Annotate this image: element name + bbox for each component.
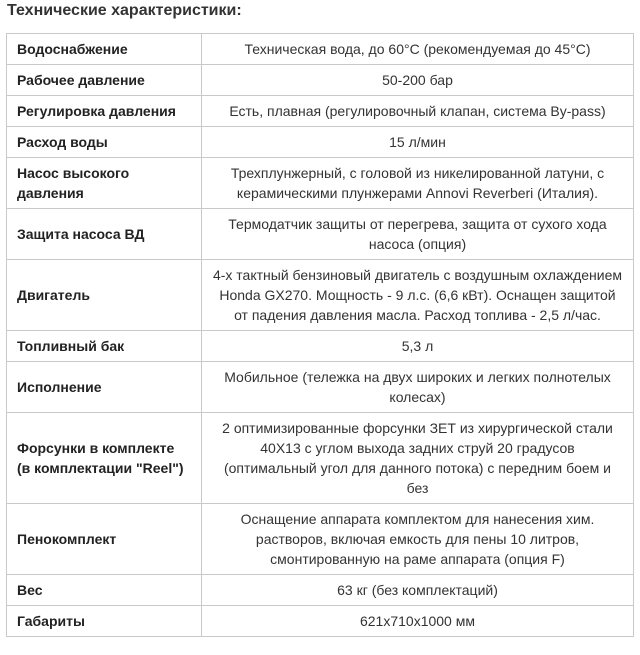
spec-value: Термодатчик защиты от перегрева, защита от сухого хода насоса (опция) (202, 209, 634, 260)
spec-value: Есть, плавная (регулировочный клапан, система By-pass) (202, 96, 634, 127)
spec-value: 5,3 л (202, 331, 634, 362)
spec-value: 4-х тактный бензиновый двигатель с воздушным охлаждением Honda GX270. Мощность - 9 л.с. (6,6 кВт). Оснащен защитой от падения давления масла. Расход топлива - 2,5 л/час. (202, 260, 634, 331)
table-row (7, 606, 634, 637)
spec-label: Форсунки в комплекте (в комплектации "Reel") (7, 413, 202, 504)
spec-label: Топливный бак (7, 331, 202, 362)
table-row (7, 65, 634, 96)
table-row (7, 260, 634, 331)
spec-label: Вес (7, 575, 202, 606)
table-row (7, 362, 634, 413)
spec-value: Мобильное (тележка на двух широких и легких полнотелых колесах) (202, 362, 634, 413)
table-row (7, 575, 634, 606)
spec-value: 63 кг (без комплектаций) (202, 575, 634, 606)
spec-value: 2 оптимизированные форсунки ЗЕТ из хирургической стали 40Х13 с углом выхода задних струй 20 градусов (оптимальный угол для данного потока) с передним боем и без (202, 413, 634, 504)
spec-value: 50-200 бар (202, 65, 634, 96)
spec-value: Трехплунжерный, с головой из никелированной латуни, с керамическими плунжерами Annovi Reverberi (Италия). (202, 158, 634, 209)
table-row (7, 158, 634, 209)
table-row (7, 96, 634, 127)
table-row (7, 127, 634, 158)
spec-label: Водоснабжение (7, 34, 202, 65)
spec-value: 621х710х1000 мм (202, 606, 634, 637)
spec-value: 15 л/мин (202, 127, 634, 158)
spec-label: Исполнение (7, 362, 202, 413)
spec-label: Регулировка давления (7, 96, 202, 127)
spec-value: Техническая вода, до 60°С (рекомендуемая до 45°С) (202, 34, 634, 65)
specifications-table (6, 33, 634, 637)
spec-label: Двигатель (7, 260, 202, 331)
section-heading: Технические характеристики: (7, 2, 242, 19)
spec-label: Пенокомплект (7, 504, 202, 575)
spec-label: Защита насоса ВД (7, 209, 202, 260)
spec-value: Оснащение аппарата комплектом для нанесения хим. растворов, включая емкость для пены 10 литров, смонтированную на раме аппарата (опция F) (202, 504, 634, 575)
spec-label: Расход воды (7, 127, 202, 158)
spec-label: Рабочее давление (7, 65, 202, 96)
table-row (7, 331, 634, 362)
table-row (7, 413, 634, 504)
spec-label: Габариты (7, 606, 202, 637)
table-row (7, 209, 634, 260)
table-row (7, 504, 634, 575)
table-row (7, 34, 634, 65)
spec-label: Насос высокого давления (7, 158, 202, 209)
